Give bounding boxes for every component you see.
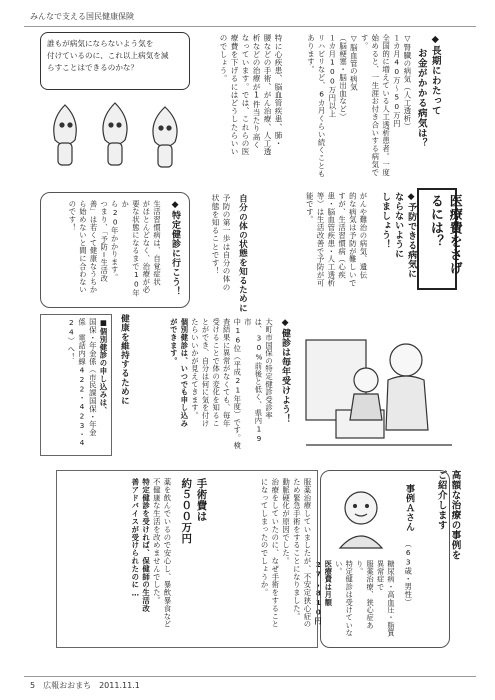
sec2-col-1: 腰などの手術、がん治療、人工透 <box>263 34 272 156</box>
sec4-body-1: 状態を知ることです！ <box>211 194 220 275</box>
sec7-col-5: とができ、自分は何に気を付け <box>201 318 211 428</box>
sec1-heading <box>428 34 442 184</box>
bubble-line-2: 付けているのに、これ以上病気を減 <box>47 50 169 60</box>
sec1-heading-2: お金がかかる病気は？ <box>415 48 427 148</box>
case-kanja-3: 医療費は月額27,810円 <box>313 560 334 625</box>
mascot-illustration <box>40 95 190 175</box>
sec2-col-5: のでしょう。 <box>219 34 228 83</box>
sec5-col-4: つまり、「予防＝生活改 <box>100 200 110 283</box>
footer-line <box>24 676 476 677</box>
sec6-box-2: 係 電話内線422・423・4 <box>77 318 87 448</box>
case-kanja-1: 服薬治療、狭心症あり。 <box>355 560 376 630</box>
sec2-col-4: 療費を下げるにはどうしたらいい <box>230 34 239 156</box>
sec5-col-5: 善」は若くて健康なうちか <box>89 200 99 294</box>
sec1-item-0: ▽腎臓の病気（人工透析） <box>403 34 412 131</box>
sec3-col-0: がんや難治の病気、遺伝 <box>359 192 368 279</box>
sec9-col-2: 動脈硬化が原因でした。 <box>281 478 291 565</box>
page-title: 医療費をさげるには？ <box>427 194 462 275</box>
sec3-col-1: 的な病気は予防が難しいで <box>348 192 358 287</box>
sec9-col-3: 治療をしていたのに、なぜ手術をすること <box>270 478 280 629</box>
sec1-heading-b <box>414 48 428 184</box>
sec9-end-2: 特定健診を受ければ、保健師の生活改 <box>141 478 151 613</box>
sec5-body <box>46 200 162 304</box>
sec1-item-3: ▽脳血管の病気 <box>349 34 359 91</box>
sec5-heading: ◆特定健診に行こう！ <box>170 200 181 296</box>
sec5-col-7: のです！ <box>68 200 78 232</box>
sec9-col-4: になってしまったのでしょうか。 <box>260 478 270 597</box>
sec4-heading: 自分の体の状態を知るために <box>237 194 248 313</box>
case-kanja-2: 特定健診は受けていない。 <box>334 560 355 637</box>
sec5-col-0: 生活習慣病は、自覚症状 <box>153 200 162 286</box>
sec1-item-1: １カ月40万〜50万円 <box>392 34 402 128</box>
case-kanja <box>313 560 396 642</box>
sec1-item-5: １カ月100万円以上 <box>327 34 337 118</box>
sec3-heading-2: ならないように <box>393 192 404 259</box>
sec5-col-2: 要な状態になるまで10年か <box>121 200 141 297</box>
bubble-text <box>47 38 185 73</box>
sec7-col-4: 受けることで体の変化を知るこ <box>212 318 222 428</box>
sec9-body <box>212 478 312 642</box>
sec2-col-3: なっています。では、これらの医 <box>241 34 250 156</box>
sec7-col-6: たらいいかが見えてきます。 <box>190 318 200 420</box>
surgery-cost-1: 手術費は <box>195 478 208 522</box>
bubble-line-3: らすことはできるのかな？ <box>47 62 139 72</box>
sec6-box-3: 24）へ！ <box>66 318 76 361</box>
header-title: みんなで支える国民健康保険 <box>30 12 134 21</box>
sec6-box-1: 国保・年金係（市民課国保・年金 <box>88 318 98 437</box>
surgery-cost-2: 約５００万円 <box>180 478 193 544</box>
sec4-body <box>200 194 232 304</box>
sec9-end-3: 善アドバイスが受けられたのに… <box>130 478 140 599</box>
sec2-col-0: 特に心疾患、脳血管疾患、肺・ <box>274 34 283 148</box>
sec1-body <box>288 34 412 182</box>
sec3-heading-1: ◆予防できる病気に <box>406 192 417 279</box>
sec5-col-3: ら20年かかります。 <box>110 200 120 282</box>
sec8-heading-1: 高額な治療の事例を <box>449 470 461 560</box>
sec7-col-8: ができます。 <box>169 318 179 365</box>
sec1-item-2: 全国的に増えている人工透析患者。一度始めると、一生涯お付き合いする病気です。 <box>360 34 391 177</box>
sec1-item-4: （脳梗塞・脳出血など） <box>338 34 348 121</box>
case-age: （63歳・男性） <box>403 540 413 607</box>
case-title: 事例Ａさん <box>404 484 415 532</box>
case-kanja-0: 糖尿病・高血圧・脂質異常症で <box>376 560 396 637</box>
sec3-heading-3: しましょう！ <box>380 192 391 249</box>
sec1-item-6: リハビリなど、6カ月くらい続くこともあります。 <box>306 34 327 178</box>
sec2-body <box>194 34 284 182</box>
sec3-col-4: 等）は生活改善で予防が可 <box>316 192 326 287</box>
sec4-body-0: 予防の第一歩は自分の体の <box>222 194 231 292</box>
surgery-cost <box>178 478 208 638</box>
sec9-col-0: 服薬治療していましたが、不安定狭心症の <box>303 478 312 629</box>
sec6-body <box>44 318 108 452</box>
doctor-illustration <box>296 320 462 456</box>
sec9-end <box>62 478 172 642</box>
sec7-col-1: は、30%前後と低く、県内19市 <box>243 318 264 444</box>
sec9-col-1: ため緊急手術をすることになりました。 <box>292 478 302 621</box>
sec3-col-3: 患・脳血管疾患・人工透析 <box>326 192 336 287</box>
sec7-col-3: 査結果に異常がなくても、毎年 <box>222 318 232 428</box>
footer-text: 5 広報おおまち 2011.11.1 <box>30 681 140 690</box>
sec5-col-6: ら始めないと間に合わない <box>78 200 88 294</box>
sec7-col-7: 個別健診は、いつでも申し込み <box>180 318 190 428</box>
sec3-col-5: 能です。 <box>305 192 315 224</box>
sec3-body <box>272 192 368 292</box>
sec3-heading <box>378 192 417 300</box>
patient-illustration <box>326 484 396 554</box>
sec5-col-1: がほとんどなく、治療が必 <box>142 200 152 294</box>
sec7-col-0: 大町市国保の特定健診受診率 <box>265 318 274 420</box>
sec6-box-0: ■個別健診の申し込みは、 <box>99 318 108 415</box>
sec7-heading: ◆健診は毎年受けよう！ <box>280 318 291 424</box>
sec9-end-1: 不健康な生活を改めませんでした。 <box>152 478 162 605</box>
sec7-body <box>140 318 274 450</box>
sec2-col-2: 析などの治療が1件当たり高く <box>252 34 261 149</box>
sec9-end-0: 薬を飲んでいるので安心し、暴飲暴食など <box>163 478 172 629</box>
sec6-heading: 健康を維持するために <box>119 314 130 405</box>
sec8-heading-2: ご紹介します <box>435 470 447 530</box>
bubble-line-1: 誰もが病気にならないよう気を <box>47 39 154 48</box>
sec3-col-2: すが、生活習慣病（心疾 <box>337 192 347 279</box>
sec7-col-2: 中16位（平成21年度）です。検 <box>233 318 243 450</box>
sec1-heading-1: ◆長期にわたって <box>429 34 441 116</box>
